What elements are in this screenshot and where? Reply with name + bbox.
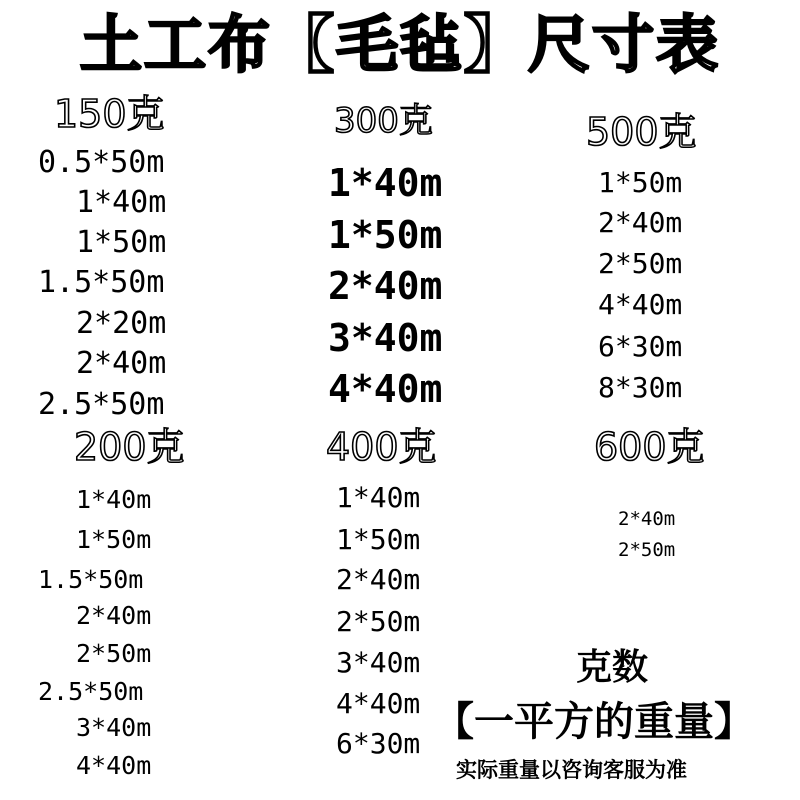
size-item: 4*40m	[598, 288, 683, 321]
group-header-200: 200克	[74, 425, 185, 469]
size-item: 1.5*50m	[38, 265, 165, 300]
size-item: 2*40m	[76, 601, 152, 630]
size-item: 0.5*50m	[38, 145, 165, 180]
page-title: 土工布【毛毡】尺寸表	[79, 8, 720, 81]
size-item: 4*40m	[328, 367, 443, 411]
size-item: 2.5*50m	[38, 387, 165, 422]
size-item: 4*40m	[76, 751, 152, 780]
size-item: 1*50m	[328, 213, 443, 257]
size-item: 2*20m	[76, 306, 167, 341]
size-item: 2*50m	[598, 247, 683, 280]
size-item: 1.5*50m	[38, 565, 144, 594]
size-item: 6*30m	[598, 330, 683, 363]
size-item: 4*40m	[336, 687, 421, 720]
size-item: 1*50m	[336, 523, 421, 556]
size-item: 6*30m	[336, 727, 421, 760]
size-item: 2*40m	[76, 346, 167, 381]
size-item: 1*50m	[76, 225, 167, 260]
size-item: 1*50m	[76, 525, 152, 554]
group-header-300: 300克	[334, 101, 433, 141]
size-item: 2*50m	[336, 605, 421, 638]
size-item: 3*40m	[76, 713, 152, 742]
size-item: 2*40m	[618, 508, 676, 530]
group-header-150: 150克	[54, 92, 165, 136]
size-item: 1*40m	[328, 161, 443, 205]
size-item: 2*50m	[76, 639, 152, 668]
size-item: 1*40m	[76, 485, 152, 514]
note-weight-heading: 克数	[576, 647, 649, 688]
size-item: 8*30m	[598, 371, 683, 404]
group-header-500: 500克	[586, 110, 697, 154]
size-item: 2*40m	[336, 563, 421, 596]
size-item: 2.5*50m	[38, 677, 144, 706]
size-item: 1*40m	[336, 481, 421, 514]
size-item: 2*40m	[598, 206, 683, 239]
note-disclaimer: 实际重量以咨询客服为准	[456, 758, 687, 782]
size-item: 1*50m	[598, 166, 683, 199]
size-item: 3*40m	[328, 316, 443, 360]
group-header-400: 400克	[326, 425, 437, 469]
size-item: 2*50m	[618, 539, 676, 561]
note-weight-definition: 【一平方的重量】	[434, 699, 754, 745]
size-item: 1*40m	[76, 185, 167, 220]
size-item: 3*40m	[336, 646, 421, 679]
size-item: 2*40m	[328, 264, 443, 308]
group-header-600: 600克	[594, 425, 705, 469]
